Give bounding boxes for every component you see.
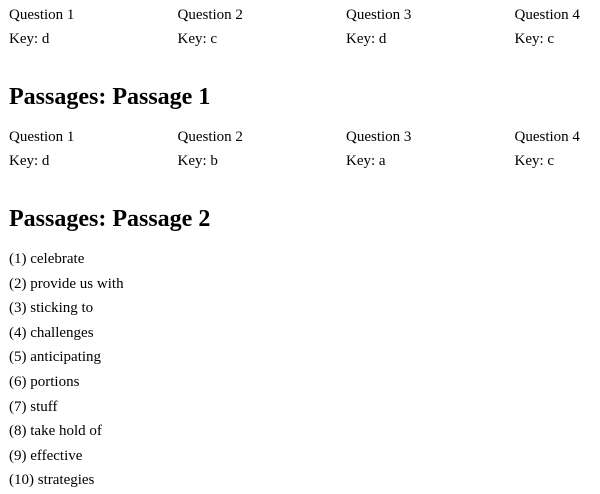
question-label: Question 1 <box>9 129 75 145</box>
answer-key: Key: c <box>514 153 555 169</box>
passage-1-heading: Passages: Passage 1 <box>9 84 211 110</box>
answer-key-grid <box>9 3 600 51</box>
answer-key: Key: c <box>514 31 555 47</box>
list-item: (1) celebrate <box>9 251 85 267</box>
answer-key: Key: b <box>177 153 218 169</box>
passage-2-heading: Passages: Passage 2 <box>9 206 211 232</box>
list-item: (8) take hold of <box>9 423 102 440</box>
question-label: Question 3 <box>346 7 412 23</box>
question-label: Question 1 <box>9 7 75 23</box>
answer-key: Key: d <box>9 31 50 47</box>
answer-key: Key: d <box>9 153 50 169</box>
answer-key: Key: d <box>346 31 387 47</box>
question-label: Question 2 <box>177 7 243 23</box>
question-label: Question 4 <box>514 7 580 23</box>
list-item: (9) effective <box>9 447 83 464</box>
question-label: Question 4 <box>514 129 580 145</box>
answer-key: Key: a <box>346 153 386 169</box>
list-item: (7) stuff <box>9 398 58 415</box>
list-item: (4) challenges <box>9 324 94 341</box>
list-item: (3) sticking to <box>9 300 94 317</box>
list-item: (10) strategies <box>9 472 95 489</box>
question-label: Question 3 <box>346 129 412 145</box>
list-item: (6) portions <box>9 373 80 390</box>
list-item: (2) provide us with <box>9 275 124 292</box>
list-item: (5) anticipating <box>9 349 102 366</box>
passage-1-answer-grid <box>9 125 600 173</box>
passage-2-answer-list <box>9 247 124 493</box>
question-label: Question 2 <box>177 129 243 145</box>
answer-key: Key: c <box>177 31 218 47</box>
